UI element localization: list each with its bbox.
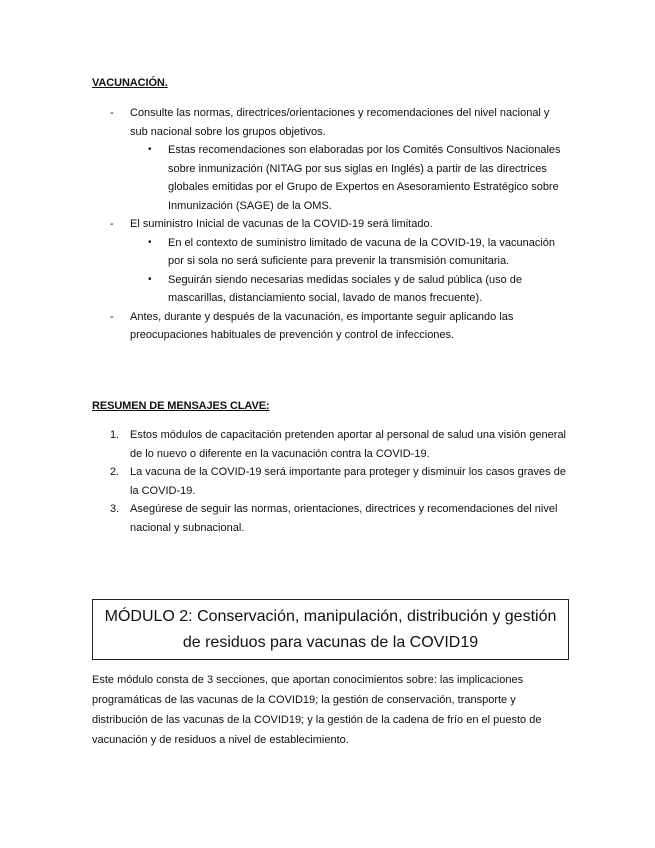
list-item-text: Asegúrese de seguir las normas, orientaciones, directrices y recomendaciones del nivel nacional y subnacional. [130, 503, 558, 534]
vacunacion-heading: VACUNACIÓN. [92, 77, 168, 89]
bullet-marker: • [148, 273, 152, 285]
bullet-marker: • [148, 144, 152, 155]
sub-list [130, 141, 570, 215]
list-item [110, 500, 570, 537]
number-marker: 1. [110, 429, 120, 441]
list-item-text: La vacuna de la COVID-19 será importante para proteger y disminuir los casos graves de la COVID-19. [130, 466, 566, 497]
list-item [110, 426, 570, 463]
list-item-text: Consulte las normas, directrices/orientaciones y recomendaciones del nivel nacional y sub nacional sobre los grupos objetivos. [130, 107, 550, 138]
number-marker: 2. [110, 466, 120, 478]
dash-marker: - [110, 107, 114, 119]
list-item [110, 308, 570, 345]
sub-list-item [130, 271, 570, 308]
list-item-text: El suministro Inicial de vacunas de la COVID-19 será limitado. [130, 218, 433, 230]
resumen-list [110, 426, 570, 537]
sub-list-item [130, 141, 570, 215]
module-title-box [92, 599, 569, 660]
bullet-marker: • [148, 236, 152, 248]
sub-list [130, 234, 570, 308]
list-item-text: Estos módulos de capacitación pretenden aportar al personal de salud una visión general de lo nuevo o diferente en la vacunación contra la COVID-19. [130, 429, 567, 460]
vacunacion-list [110, 104, 570, 345]
sub-list-item-text: Seguirán siendo necesarias medidas sociales y de salud pública (uso de mascarillas, distanciamiento social, lavado de manos frecuente). [168, 273, 523, 304]
sub-list-item-text: Estas recomendaciones son elaboradas por los Comités Consultivos Nacionales sobre inmunización (NITAG por sus siglas en Inglés) a partir de las directrices globales emitidas por el Grupo de Expertos en Asesoramiento Estratégico sobre Inmunización (SAGE) de la OMS. [168, 144, 561, 212]
dash-marker: - [110, 310, 114, 323]
list-item [110, 104, 570, 215]
dash-marker: - [110, 218, 114, 230]
number-marker: 3. [110, 503, 120, 515]
module-title: MÓDULO 2: Conservación, manipulación, distribución y gestión de residuos para vacunas de la COVID19 [104, 607, 557, 651]
list-item [110, 215, 570, 308]
module-description: Este módulo consta de 3 secciones, que aportan conocimientos sobre: las implicaciones programáticas de las vacunas de la COVID19; la gestión de conservación, transporte y distribución de las vacunas de la COVID19; y la gestión de la cadena de frío en el puesto de vacunación y de residuos a nivel de establecimiento. [92, 674, 542, 746]
sub-list-item-text: En el contexto de suministro limitado de vacuna de la COVID-19, la vacunación por si sola no será suficiente para prevenir la transmisión comunitaria. [168, 236, 556, 267]
list-item-text: Antes, durante y después de la vacunación, es importante seguir aplicando las preocupaciones habituales de prevención y control de infecciones. [130, 310, 514, 341]
sub-list-item [130, 234, 570, 271]
resumen-heading: RESUMEN DE MENSAJES CLAVE: [92, 400, 270, 412]
list-item [110, 463, 570, 500]
